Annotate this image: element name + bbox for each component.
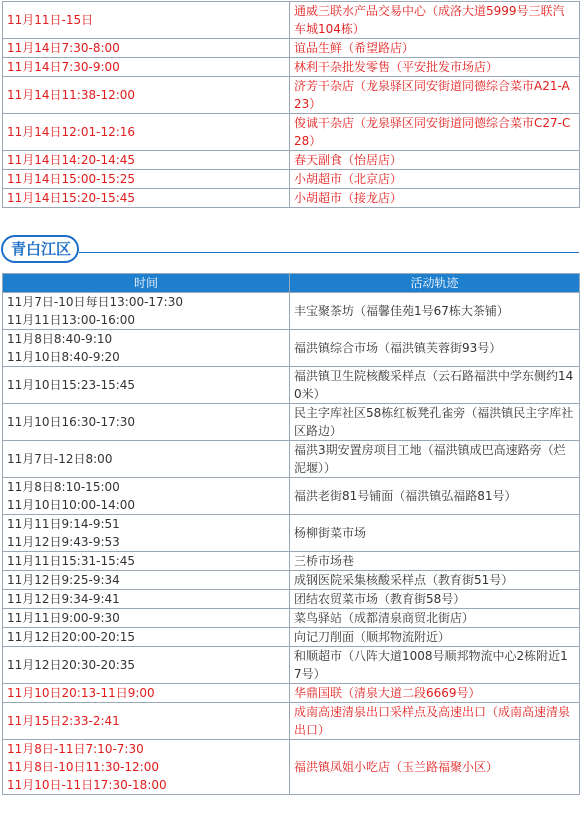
section-divider (79, 252, 579, 253)
table-header-row (3, 274, 580, 293)
time-text: 11月7日-12日8:00 (7, 452, 113, 466)
time-text: 11月8日-10日11:30-12:00 (7, 760, 159, 774)
time-cell (3, 684, 290, 703)
place-cell: 福洪3期安置房项目工地（福洪镇成巴高速路旁（烂泥堰）） (290, 441, 580, 478)
district-title: 青白江区 (1, 235, 79, 263)
place-cell: 小胡超市（接龙店） (290, 189, 580, 208)
table-row (3, 590, 580, 609)
time-text: 11月14日15:20-15:45 (7, 191, 136, 205)
time-text: 11月12日20:00-20:15 (7, 630, 136, 644)
time-cell (3, 740, 290, 795)
place-cell: 团结农贸菜市场（教育街58号） (290, 590, 580, 609)
time-cell (3, 2, 290, 39)
time-cell (3, 189, 290, 208)
table-row (3, 293, 580, 330)
place-cell: 丰宝聚茶坊（福馨佳苑1号67栋大茶铺） (290, 293, 580, 330)
table-row (3, 170, 580, 189)
time-text: 11月14日15:00-15:25 (7, 172, 136, 186)
section-header (0, 235, 581, 273)
time-text: 11月8日8:10-15:00 (7, 480, 120, 494)
time-text: 11月15日2:33-2:41 (7, 714, 120, 728)
time-cell (3, 293, 290, 330)
table-row (3, 77, 580, 114)
place-cell: 小胡超市（北京店） (290, 170, 580, 189)
time-cell (3, 647, 290, 684)
table-row (3, 404, 580, 441)
table-row (3, 58, 580, 77)
place-cell: 菜鸟驿站（成都清泉商贸北街店） (290, 609, 580, 628)
table-row (3, 609, 580, 628)
time-text: 11月10日10:00-14:00 (7, 498, 136, 512)
time-cell (3, 552, 290, 571)
top-table-body (3, 2, 580, 208)
table-row (3, 151, 580, 170)
time-text: 11月11日-15日 (7, 13, 94, 27)
time-text: 11月14日11:38-12:00 (7, 88, 136, 102)
time-cell (3, 703, 290, 740)
time-cell (3, 628, 290, 647)
table-row (3, 330, 580, 367)
table-row (3, 189, 580, 208)
time-text: 11月14日7:30-8:00 (7, 41, 120, 55)
time-text: 11月10日15:23-15:45 (7, 378, 136, 392)
place-cell: 俊诚干杂店（龙泉驿区同安街道同德综合菜市C27-C28） (290, 114, 580, 151)
table-row (3, 441, 580, 478)
table-row (3, 114, 580, 151)
top-itinerary-table (2, 1, 580, 208)
place-cell: 济芳干杂店（龙泉驿区同安街道同德综合菜市A21-A23） (290, 77, 580, 114)
place-cell: 杨柳街菜市场 (290, 515, 580, 552)
place-cell: 通威三联水产品交易中心（成洛大道5999号三联汽车城104栋） (290, 2, 580, 39)
place-cell: 福洪镇综合市场（福洪镇芙蓉街93号） (290, 330, 580, 367)
time-text: 11月11日13:00-16:00 (7, 313, 136, 327)
place-cell: 福洪镇凤姐小吃店（玉兰路福聚小区） (290, 740, 580, 795)
place-cell: 谊品生鲜（希望路店） (290, 39, 580, 58)
time-cell (3, 170, 290, 189)
time-text: 11月12日9:25-9:34 (7, 573, 120, 587)
place-cell: 成南高速清泉出口采样点及高速出口（成南高速清泉出口） (290, 703, 580, 740)
table-row (3, 2, 580, 39)
time-cell (3, 441, 290, 478)
time-cell (3, 367, 290, 404)
time-cell (3, 58, 290, 77)
table-row (3, 552, 580, 571)
table-row (3, 703, 580, 740)
table-row (3, 571, 580, 590)
place-cell: 春天副食（怡居店） (290, 151, 580, 170)
time-text: 11月10日-11日17:30-18:00 (7, 778, 167, 792)
district-itinerary-table (2, 273, 580, 795)
table-row (3, 740, 580, 795)
time-text: 11月12日20:30-20:35 (7, 658, 136, 672)
time-text: 11月14日12:01-12:16 (7, 125, 136, 139)
time-text: 11月11日15:31-15:45 (7, 554, 136, 568)
place-cell: 向记刀削面（顺邦物流附近） (290, 628, 580, 647)
time-text: 11月10日16:30-17:30 (7, 415, 136, 429)
place-cell: 林利干杂批发零售（平安批发市场店） (290, 58, 580, 77)
table-row (3, 515, 580, 552)
time-text: 11月10日8:40-9:20 (7, 350, 120, 364)
time-cell (3, 39, 290, 58)
time-cell (3, 478, 290, 515)
place-cell: 和顺超市（八阵大道1008号顺邦物流中心2栋附近17号） (290, 647, 580, 684)
time-text: 11月12日9:34-9:41 (7, 592, 120, 606)
time-cell (3, 114, 290, 151)
time-text: 11月12日9:43-9:53 (7, 535, 120, 549)
time-text: 11月14日14:20-14:45 (7, 153, 136, 167)
time-cell (3, 571, 290, 590)
time-cell (3, 515, 290, 552)
time-text: 11月8日-11日7:10-7:30 (7, 742, 144, 756)
time-text: 11月11日9:14-9:51 (7, 517, 120, 531)
table-row (3, 628, 580, 647)
place-cell: 成钢医院采集核酸采样点（教育街51号） (290, 571, 580, 590)
time-cell (3, 404, 290, 441)
table-row (3, 367, 580, 404)
table-row (3, 684, 580, 703)
column-header-place: 活动轨迹 (290, 274, 580, 293)
table-row (3, 647, 580, 684)
time-text: 11月11日9:00-9:30 (7, 611, 120, 625)
place-cell: 福洪老街81号铺面（福洪镇弘福路81号） (290, 478, 580, 515)
time-cell (3, 151, 290, 170)
table-row (3, 478, 580, 515)
table-row (3, 39, 580, 58)
place-cell: 民主字库社区58栋红板凳孔雀旁（福洪镇民主字库社区路边） (290, 404, 580, 441)
time-cell (3, 590, 290, 609)
place-cell: 华鼎国联（清泉大道二段6669号） (290, 684, 580, 703)
time-text: 11月14日7:30-9:00 (7, 60, 120, 74)
time-cell (3, 77, 290, 114)
place-cell: 三桥市场巷 (290, 552, 580, 571)
time-text: 11月7日-10日每日13:00-17:30 (7, 295, 183, 309)
time-cell (3, 609, 290, 628)
column-header-time: 时间 (3, 274, 290, 293)
time-cell (3, 330, 290, 367)
time-text: 11月8日8:40-9:10 (7, 332, 113, 346)
place-cell: 福洪镇卫生院核酸采样点（云石路福洪中学东侧约140米） (290, 367, 580, 404)
time-text: 11月10日20:13-11日9:00 (7, 686, 155, 700)
district-table-body (3, 293, 580, 795)
